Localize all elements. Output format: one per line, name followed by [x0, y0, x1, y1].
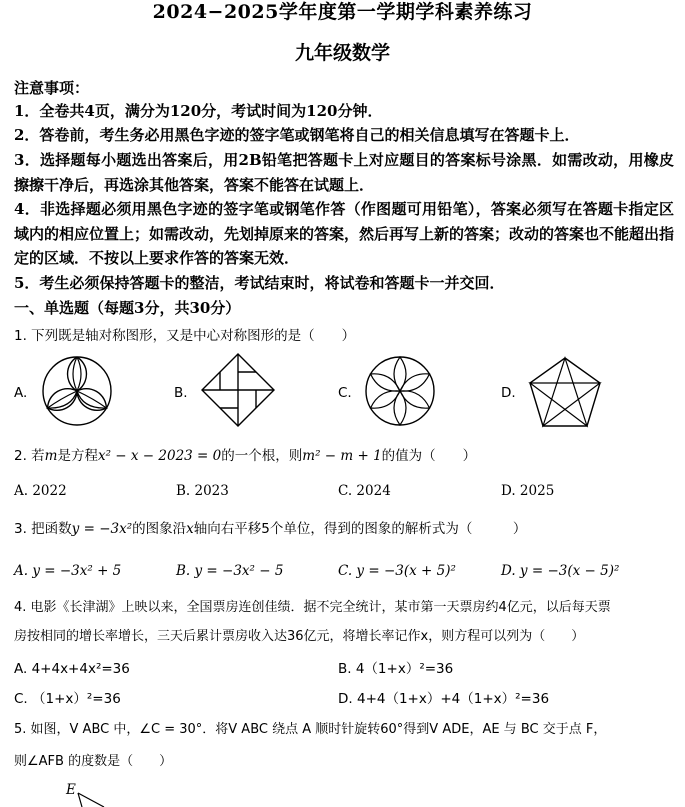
q1-option-d-label: D. [501, 385, 516, 401]
question-5-stem-line1: 5. 如图，V ABC 中，∠C = 30°．将V ABC 绕点 A 顺时针旋转60°得到V ADE，AE 与 BC 交于点 F， [14, 722, 607, 737]
q3-function: y = −3x² [71, 521, 133, 537]
q2-equation: x² − x − 2023 = 0 [97, 448, 222, 464]
q5-figure-label-e: E [66, 782, 76, 798]
exam-title: 2024−2025学年度第一学期学科素养练习 [152, 1, 533, 23]
pinwheel-square-icon [200, 352, 276, 428]
q3-variable: x [186, 521, 194, 537]
q1-option-b-label: B. [174, 385, 188, 401]
question-2-stem [14, 446, 674, 466]
q4-option-c: C. （1+x）²=36 [14, 691, 121, 707]
question-3-stem [14, 519, 674, 539]
q2-stem-prefix: 2. 若 [14, 448, 45, 464]
section-heading: 一、单选题（每题3分，共30分） [14, 299, 241, 317]
q4-option-b: B. 4（1+x）²=36 [338, 661, 454, 677]
q2-option-d: D. 2025 [501, 483, 555, 499]
notice-item-1: 1．全卷共4页，满分为120分，考试时间为120分钟． [14, 102, 383, 120]
question-4-stem-line2: 房按相同的增长率增长，三天后累计票房收入达36亿元，将增长率记作x，则方程可以列为（ ） [14, 629, 585, 644]
q4-option-a: A. 4+4x+4x²=36 [14, 661, 130, 677]
six-petal-flower-icon [363, 354, 437, 428]
q2-variable: m [44, 448, 58, 464]
q4-option-d: D. 4+4（1+x）+4（1+x）²=36 [338, 691, 550, 707]
question-1-stem: 1. 下列既是轴对称图形，又是中心对称图形的是（ ） [14, 328, 356, 344]
q1-option-a-label: A. [14, 385, 28, 401]
q5-triangle-figure [74, 790, 114, 807]
q2-expression: m² − m + 1 [302, 448, 382, 464]
question-4-stem-line1: 4. 电影《长津湖》上映以来，全国票房连创佳绩．据不完全统计，某市第一天票房约4亿元，以后每天票 [14, 600, 611, 615]
notice-item-3: 3．选择题每小题选出答案后，用2B铅笔把答题卡上对应题目的答案标号涂黑．如需改动，用橡皮擦擦干净后，再选涂其他答案，答案不能答在试题上． [14, 151, 674, 194]
question-5-stem-line2: 则∠AFB 的度数是（ ） [14, 754, 173, 769]
q2-stem-mid2: 的一个根，则 [221, 448, 303, 464]
q3-option-d: D. y = −3(x − 5)² [501, 563, 620, 579]
q2-stem-suffix: 的值为（ ） [381, 448, 477, 464]
notice-item-4: 4．非选择题必须用黑色字迹的签字笔或钢笔作答（作图题可用铅笔），答案必须写在答题卡指定区域内的相应位置上；如需改动，先划掉原来的答案，然后再写上新的答案；改动的答案也不能超出指定的区域．不按以上要求作答的答案无效． [14, 200, 675, 267]
notice-item-5: 5．考生必须保持答题卡的整洁，考试结束时，将试卷和答题卡一并交回． [14, 274, 505, 292]
q2-option-b: B. 2023 [176, 483, 229, 499]
exam-subtitle: 九年级数学 [294, 42, 390, 64]
q3-option-a: A. y = −3x² + 5 [14, 563, 122, 579]
q3-stem-suffix: 轴向右平移5个单位，得到的图象的解析式为（ ） [193, 521, 527, 537]
notice-heading: 注意事项： [14, 79, 90, 97]
q3-stem-mid: 的图象沿 [132, 521, 187, 537]
q2-option-a: A. 2022 [14, 483, 67, 499]
pentagram-in-pentagon-icon [527, 355, 603, 429]
circle-three-arcs-icon [40, 354, 114, 428]
notice-item-2: 2．答卷前，考生务必用黑色字迹的签字笔或钢笔将自己的相关信息填写在答题卡上． [14, 126, 580, 144]
q3-stem-prefix: 3. 把函数 [14, 521, 72, 537]
q2-option-c: C. 2024 [338, 483, 391, 499]
q1-option-c-label: C. [338, 385, 352, 401]
q3-option-c: C. y = −3(x + 5)² [338, 563, 456, 579]
q2-stem-mid: 是方程 [57, 448, 98, 464]
q3-option-b: B. y = −3x² − 5 [176, 563, 284, 579]
